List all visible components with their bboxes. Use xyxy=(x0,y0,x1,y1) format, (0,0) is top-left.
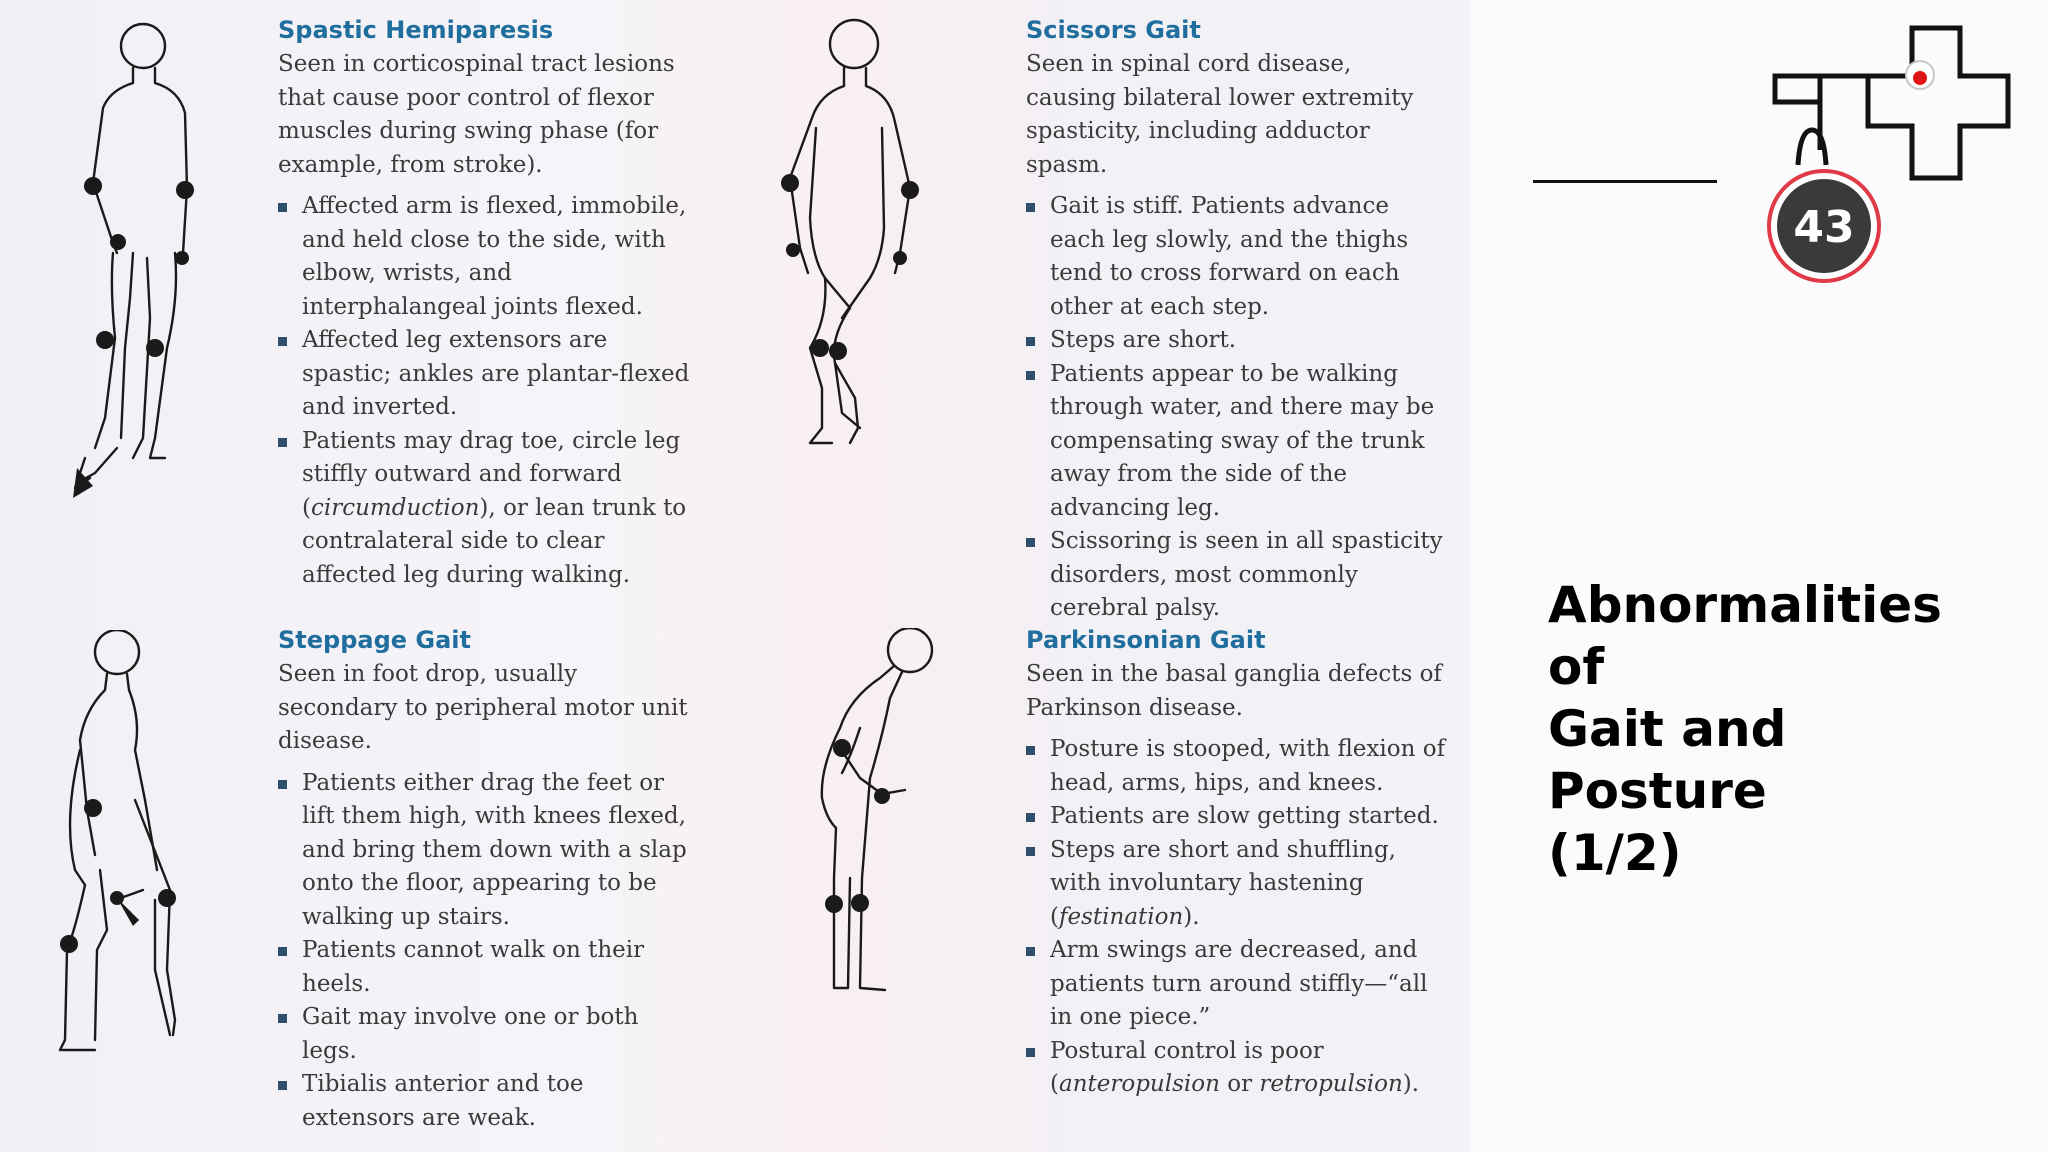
square-bullet-icon xyxy=(278,337,287,346)
bullet-item: Patients are slow getting started. xyxy=(1026,800,1446,834)
bullet-item: Patients either drag the feet or lift them high, with knees flexed, and bring them down with a slap onto the floor, appearing to be walking up stairs. xyxy=(278,767,698,935)
bullet-item: Posture is stooped, with flexion of head, arms, hips, and knees. xyxy=(1026,733,1446,800)
section-intro: Seen in spinal cord disease, causing bilateral lower extremity spasticity, including adductor spasm. xyxy=(1026,51,1414,178)
bullet-item: Arm swings are decreased, and patients turn around stiffly—“all in one piece.” xyxy=(1026,934,1446,1035)
section-intro: Seen in foot drop, usually secondary to peripheral motor unit disease. xyxy=(278,661,688,754)
slide-title-line: Gait and Posture xyxy=(1548,700,1787,820)
bullet-list xyxy=(1026,733,1446,1102)
square-bullet-icon xyxy=(278,947,287,956)
steppage-gait-figure xyxy=(55,630,215,1060)
slide-title-line: Abnormalities of xyxy=(1548,576,1942,696)
square-bullet-icon xyxy=(278,1014,287,1023)
bullet-item: Gait is stiff. Patients advance each leg slowly, and the thighs tend to cross forward on each other at each step. xyxy=(1026,190,1446,324)
section-intro: Seen in the basal ganglia defects of Parkinson disease. xyxy=(1026,661,1442,721)
section-steppage-gait xyxy=(278,626,698,1135)
bullet-item: Patients appear to be walking through water, and there may be compensating sway of the trunk away from the side of the advancing leg. xyxy=(1026,358,1446,526)
square-bullet-icon xyxy=(1026,538,1035,547)
bullet-list xyxy=(278,767,698,1136)
bullet-item: Patients cannot walk on their heels. xyxy=(278,934,698,1001)
slide-title-line: (1/2) xyxy=(1548,824,1682,882)
section-scissors-gait xyxy=(1026,16,1446,626)
bullet-item: Steps are short. xyxy=(1026,324,1446,358)
bullet-item: Tibialis anterior and toe extensors are weak. xyxy=(278,1068,698,1135)
bullet-list xyxy=(278,190,698,592)
square-bullet-icon xyxy=(278,780,287,789)
square-bullet-icon xyxy=(278,203,287,212)
bullet-item: Affected leg extensors are spastic; ankles are plantar-flexed and inverted. xyxy=(278,324,698,425)
square-bullet-icon xyxy=(1026,947,1035,956)
spastic-hemiparesis-figure xyxy=(55,18,215,498)
section-parkinsonian-gait xyxy=(1026,626,1446,1102)
parkinsonian-gait-figure xyxy=(790,628,950,1008)
bullet-item: Affected arm is flexed, immobile, and held close to the side, with elbow, wrists, and interphalangeal joints flexed. xyxy=(278,190,698,324)
section-title: Steppage Gait xyxy=(278,626,471,654)
bullet-item: Steps are short and shuffling, with involuntary hastening (festination). xyxy=(1026,834,1446,935)
section-intro: Seen in corticospinal tract lesions that cause poor control of flexor muscles during swing phase (for example, from stroke). xyxy=(278,51,675,178)
bullet-item: Scissoring is seen in all spasticity disorders, most commonly cerebral palsy. xyxy=(1026,525,1446,626)
bullet-item: Postural control is poor (anteropulsion or retropulsion). xyxy=(1026,1035,1446,1102)
bullet-item: Gait may involve one or both legs. xyxy=(278,1001,698,1068)
square-bullet-icon xyxy=(1026,847,1035,856)
section-title: Spastic Hemiparesis xyxy=(278,16,554,44)
square-bullet-icon xyxy=(1026,1048,1035,1057)
scissors-gait-figure xyxy=(770,18,930,468)
page-number-badge: 43 xyxy=(1793,201,1855,253)
slide-title xyxy=(1548,574,2008,884)
square-bullet-icon xyxy=(278,1081,287,1090)
bullet-item: Patients may drag toe, circle leg stiffly outward and forward (circumduction), or lean trunk to contralateral side to clear affected leg during walking. xyxy=(278,425,698,593)
section-spastic-hemiparesis xyxy=(278,16,698,592)
section-title: Scissors Gait xyxy=(1026,16,1201,44)
square-bullet-icon xyxy=(1026,746,1035,755)
square-bullet-icon xyxy=(1026,813,1035,822)
square-bullet-icon xyxy=(1026,371,1035,380)
bullet-list xyxy=(1026,190,1446,626)
square-bullet-icon xyxy=(1026,337,1035,346)
square-bullet-icon xyxy=(1026,203,1035,212)
square-bullet-icon xyxy=(278,438,287,447)
section-title: Parkinsonian Gait xyxy=(1026,626,1266,654)
